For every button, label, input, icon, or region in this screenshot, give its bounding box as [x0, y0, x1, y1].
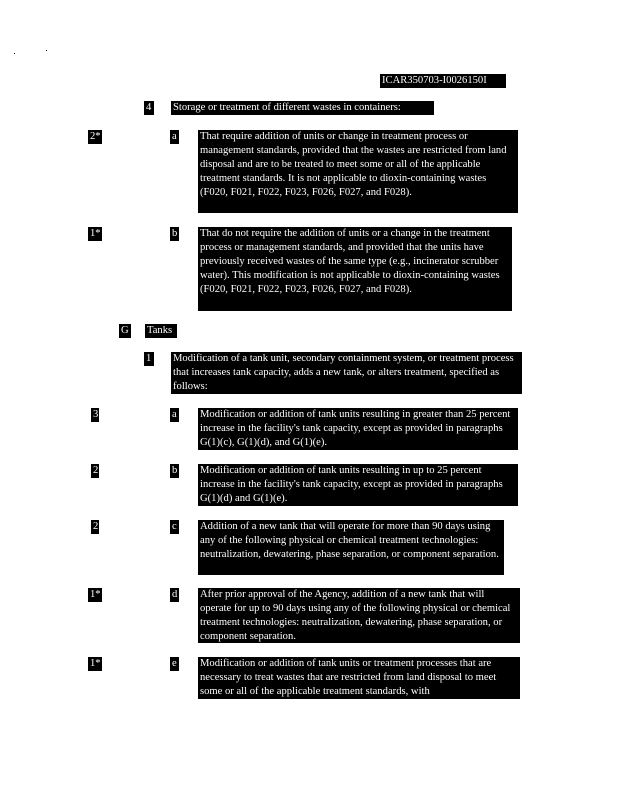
item-1-text: Modification of a tank unit, secondary containment system, or treatment process that increases tank capacity, adds a new tank, or alters treatment, specified as follows: — [171, 352, 522, 394]
section-g-title: Tanks — [145, 324, 177, 338]
item-1a-class: 3 — [93, 409, 99, 420]
item-1a-text: Modification or addition of tank units resulting in greater than 25 percent increase in the facility's tank capacity, except as provided in paragraphs G(1)(c), G(1)(d), and G(1)(e). — [198, 408, 518, 450]
item-1c-text: Addition of a new tank that will operate for more than 90 days using any of the following physical or chemical treatment technologies: neutralization, dewatering, phase separation, or component separation. — [198, 520, 504, 575]
document-id: ICAR350703-I0026150I — [380, 74, 506, 88]
item-1e-class: 1* — [90, 658, 101, 669]
item-4a-class: 2* — [90, 131, 101, 142]
item-4b-text: That do not require the addition of units or a change in the treatment process or management standards, and provided that the units have previously received wastes of the same type (e.g., incinerator scrubber water). This modification is not applicable to dioxin-containing wastes (F020, F021, F022, F023, F026, F027, and F028). — [198, 227, 512, 311]
item-1d-label: d — [172, 589, 178, 600]
item-4b-label: b — [172, 228, 178, 239]
item-1e-text: Modification or addition of tank units or treatment processes that are necessary to treat wastes that are restricted from land disposal to meet some or all of the applicable treatment standards, with — [198, 657, 520, 699]
item-1b-label: b — [172, 465, 178, 476]
item-1e-label: e — [170, 657, 179, 671]
item-1b-class: 2 — [93, 465, 99, 476]
item-4-text: Storage or treatment of different wastes in containers: — [171, 101, 434, 115]
item-4a-text: That require addition of units or change in treatment process or management standards, provided that the wastes are restricted from land disposal and are to be treated to meet some or all of the applicable treatment standards. It is not applicable to dioxin-containing wastes (F020, F021, F022, F023, F026, F027, and F028). — [198, 130, 518, 213]
item-4a-label: a — [170, 130, 179, 144]
item-4-label: 4 — [144, 101, 154, 115]
item-1d-class: 1* — [90, 589, 101, 600]
item-1a-label: a — [170, 408, 179, 422]
scan-speck — [14, 53, 15, 54]
item-1d-text: After prior approval of the Agency, addition of a new tank that will operate for up to 90 days using any of the following physical or chemical treatment technologies: neutralization, dewatering, phase separation, or component separation. — [198, 588, 520, 643]
item-1b-text: Modification or addition of tank units resulting in up to 25 percent increase in the facility's tank capacity, except as provided in paragraphs G(1)(d) and G(1)(e). — [198, 464, 518, 506]
item-1-label: 1 — [144, 352, 154, 366]
scan-speck — [46, 50, 47, 51]
section-g-label: G — [119, 324, 131, 338]
item-4b-class: 1* — [90, 228, 101, 239]
item-1c-label: c — [170, 520, 179, 534]
item-1c-class: 2 — [93, 521, 99, 532]
